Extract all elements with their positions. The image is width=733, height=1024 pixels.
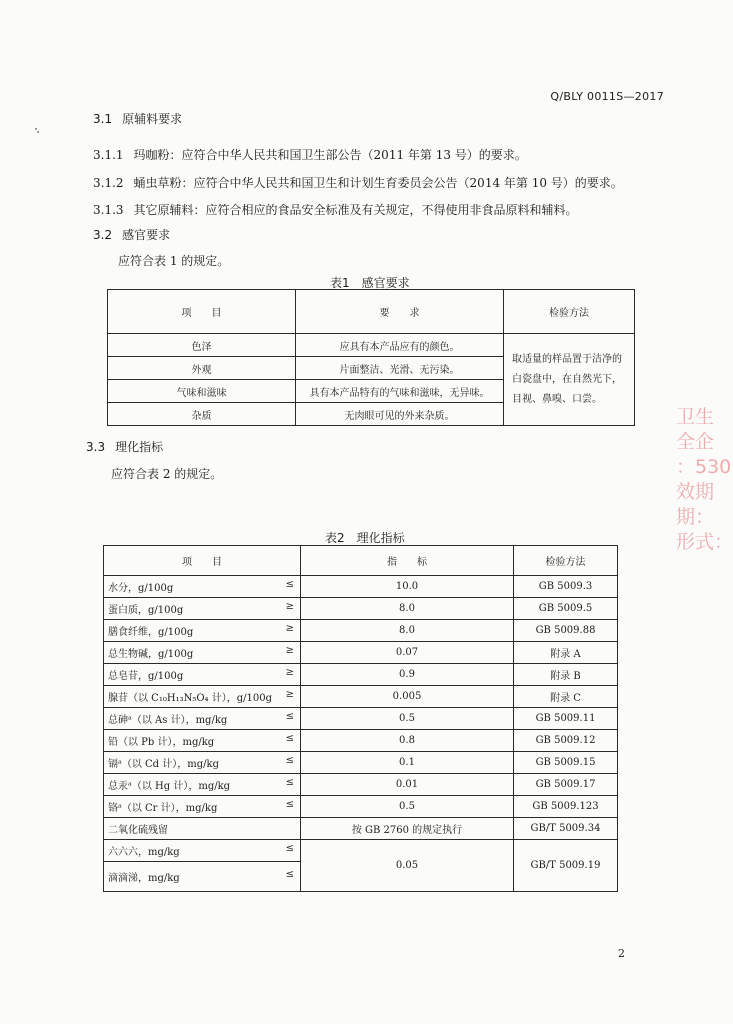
- clause-3-1-1: [93, 146, 527, 163]
- comparison-symbol: ≤: [285, 799, 294, 810]
- row-item: [104, 774, 301, 796]
- table-row: [104, 796, 618, 818]
- row-item: 杂质: [108, 403, 296, 426]
- stamp-line: 全企: [676, 431, 715, 453]
- table-1-sensory: [107, 289, 635, 426]
- row-value: 0.07: [301, 642, 514, 664]
- row-value: 8.0: [301, 598, 514, 620]
- table-row: [108, 334, 635, 357]
- section-title: 感官要求: [122, 228, 171, 242]
- row-item-label: 总砷ᵃ（以 As 计），mg/kg: [108, 715, 228, 726]
- row-item-label: 六六六，mg/kg: [108, 847, 180, 858]
- stamp-line: 卫生: [676, 406, 715, 428]
- row-item: [104, 862, 301, 892]
- row-method: GB 5009.3: [514, 576, 618, 598]
- scan-speck: [35, 128, 37, 130]
- section-3-2-text: 应符合表 1 的规定。: [118, 254, 230, 268]
- row-item-label: 水分，g/100g: [108, 583, 174, 594]
- clause-3-1-2: [93, 174, 623, 191]
- row-item: [104, 840, 301, 862]
- row-item: [104, 664, 301, 686]
- table-row: [104, 774, 618, 796]
- clause-number: 3.1.1: [93, 148, 124, 162]
- row-item-label: 总皂苷，g/100g: [108, 671, 184, 682]
- header-method: 检验方法: [514, 546, 618, 576]
- table-row: [104, 598, 618, 620]
- document-code: Q/BLY 0011S—2017: [550, 90, 664, 103]
- comparison-symbol: ≥: [285, 667, 294, 678]
- table-2-physicochemical: [103, 545, 618, 892]
- row-item-label: 腺苷（以 C₁₀H₁₃N₅O₄ 计），g/100g: [108, 693, 272, 704]
- table-row: [104, 642, 618, 664]
- section-3-1-heading: [93, 110, 182, 127]
- row-item: 色泽: [108, 334, 296, 357]
- comparison-symbol: ≥: [285, 689, 294, 700]
- clause-number: 3.1.3: [93, 203, 124, 217]
- row-requirement: 应具有本产品应有的颜色。: [296, 334, 504, 357]
- row-value: 按 GB 2760 的规定执行: [301, 818, 514, 840]
- row-item-label: 膳食纤维，g/100g: [108, 627, 194, 638]
- comparison-symbol: ≥: [285, 623, 294, 634]
- table-row: [104, 708, 618, 730]
- row-method: GB/T 5009.19: [514, 840, 618, 892]
- table-1-caption: 表1 感官要求: [330, 276, 410, 290]
- row-item: [104, 686, 301, 708]
- row-item: [104, 796, 301, 818]
- header-method: 检验方法: [504, 290, 635, 334]
- row-item: [104, 620, 301, 642]
- row-value: 10.0: [301, 576, 514, 598]
- row-item: [104, 752, 301, 774]
- comparison-symbol: ≤: [285, 733, 294, 744]
- table-header-row: [104, 546, 618, 576]
- row-method: 附录 B: [514, 664, 618, 686]
- table-2-caption: 表2 理化指标: [325, 531, 405, 545]
- table-header-row: [108, 290, 635, 334]
- row-method: 附录 C: [514, 686, 618, 708]
- table-row: [104, 730, 618, 752]
- section-3-3-text: 应符合表 2 的规定。: [111, 467, 223, 481]
- row-method: GB 5009.12: [514, 730, 618, 752]
- comparison-symbol: ≤: [285, 755, 294, 766]
- row-value: 0.05: [301, 840, 514, 892]
- row-value: 0.005: [301, 686, 514, 708]
- row-value: 0.5: [301, 708, 514, 730]
- section-number: 3.2: [93, 228, 113, 242]
- row-method: GB 5009.123: [514, 796, 618, 818]
- section-number: 3.3: [86, 440, 106, 454]
- row-item: [104, 708, 301, 730]
- row-method: GB 5009.5: [514, 598, 618, 620]
- table-row: [104, 818, 618, 840]
- row-value: 8.0: [301, 620, 514, 642]
- table-row: [104, 620, 618, 642]
- section-3-3-heading: [86, 438, 163, 455]
- stamp-line: 形式：: [676, 531, 733, 553]
- comparison-symbol: ≤: [285, 843, 294, 854]
- stamp-line: 效期: [676, 481, 715, 503]
- row-item-label: 总汞ᵃ（以 Hg 计），mg/kg: [108, 781, 231, 792]
- scan-speck: [37, 131, 39, 133]
- header-requirement: 要 求: [296, 290, 504, 334]
- row-value: 0.8: [301, 730, 514, 752]
- row-item-label: 蛋白质，g/100g: [108, 605, 184, 616]
- red-stamp: [676, 405, 733, 555]
- clause-3-1-3: [93, 201, 578, 218]
- comparison-symbol: ≤: [285, 869, 294, 880]
- row-item-label: 二氧化硫残留: [108, 825, 168, 836]
- row-method: GB/T 5009.34: [514, 818, 618, 840]
- row-item-label: 滴滴涕，mg/kg: [108, 873, 180, 884]
- row-item: [104, 730, 301, 752]
- row-requirement: 片面整洁、光滑、无污染。: [296, 357, 504, 380]
- header-item: 项 目: [108, 290, 296, 334]
- comparison-symbol: ≤: [285, 777, 294, 788]
- header-item: 项 目: [104, 546, 301, 576]
- stamp-line: 期：: [676, 506, 715, 528]
- section-number: 3.1: [93, 112, 113, 126]
- clause-text: 其它原辅料：应符合相应的食品安全标准及有关规定，不得使用非食品原料和辅料。: [133, 203, 578, 217]
- table-row: [104, 576, 618, 598]
- row-method: GB 5009.11: [514, 708, 618, 730]
- clause-number: 3.1.2: [93, 176, 124, 190]
- stamp-line: ：530: [676, 456, 732, 478]
- comparison-symbol: ≤: [285, 579, 294, 590]
- row-value: 0.5: [301, 796, 514, 818]
- row-item: 外观: [108, 357, 296, 380]
- table-row: [104, 840, 618, 862]
- table-row: [104, 664, 618, 686]
- row-requirement: 无肉眼可见的外来杂质。: [296, 403, 504, 426]
- section-title: 原辅料要求: [122, 112, 183, 126]
- comparison-symbol: ≥: [285, 645, 294, 656]
- comparison-symbol: ≥: [285, 601, 294, 612]
- row-method: GB 5009.88: [514, 620, 618, 642]
- comparison-symbol: ≤: [285, 711, 294, 722]
- row-value: 0.1: [301, 752, 514, 774]
- row-method: 附录 A: [514, 642, 618, 664]
- row-item: [104, 598, 301, 620]
- row-value: 0.9: [301, 664, 514, 686]
- row-method: GB 5009.17: [514, 774, 618, 796]
- table-row: [104, 752, 618, 774]
- clause-text: 玛咖粉：应符合中华人民共和国卫生部公告（2011 年第 13 号）的要求。: [133, 148, 527, 162]
- row-method: 取适量的样品置于洁净的白瓷盘中，在自然光下，目视、鼻嗅、口尝。: [504, 334, 635, 426]
- row-item-label: 总生物碱，g/100g: [108, 649, 194, 660]
- row-item-label: 铬ᵃ（以 Cr 计），mg/kg: [108, 803, 218, 814]
- section-3-2-heading: [93, 226, 170, 243]
- row-item-label: 镉ᵃ（以 Cd 计），mg/kg: [108, 759, 219, 770]
- row-method: GB 5009.15: [514, 752, 618, 774]
- clause-text: 蛹虫草粉：应符合中华人民共和国卫生和计划生育委员会公告（2014 年第 10 号）的要求。: [133, 176, 623, 190]
- section-title: 理化指标: [115, 440, 164, 454]
- row-value: 0.01: [301, 774, 514, 796]
- row-item-label: 铅（以 Pb 计），mg/kg: [108, 737, 215, 748]
- row-requirement: 具有本产品特有的气味和滋味，无异味。: [296, 380, 504, 403]
- header-indicator: 指 标: [301, 546, 514, 576]
- table-row: [104, 686, 618, 708]
- row-item: 气味和滋味: [108, 380, 296, 403]
- row-item: [104, 576, 301, 598]
- row-item: [104, 642, 301, 664]
- row-item: [104, 818, 301, 840]
- page-number: 2: [618, 947, 625, 960]
